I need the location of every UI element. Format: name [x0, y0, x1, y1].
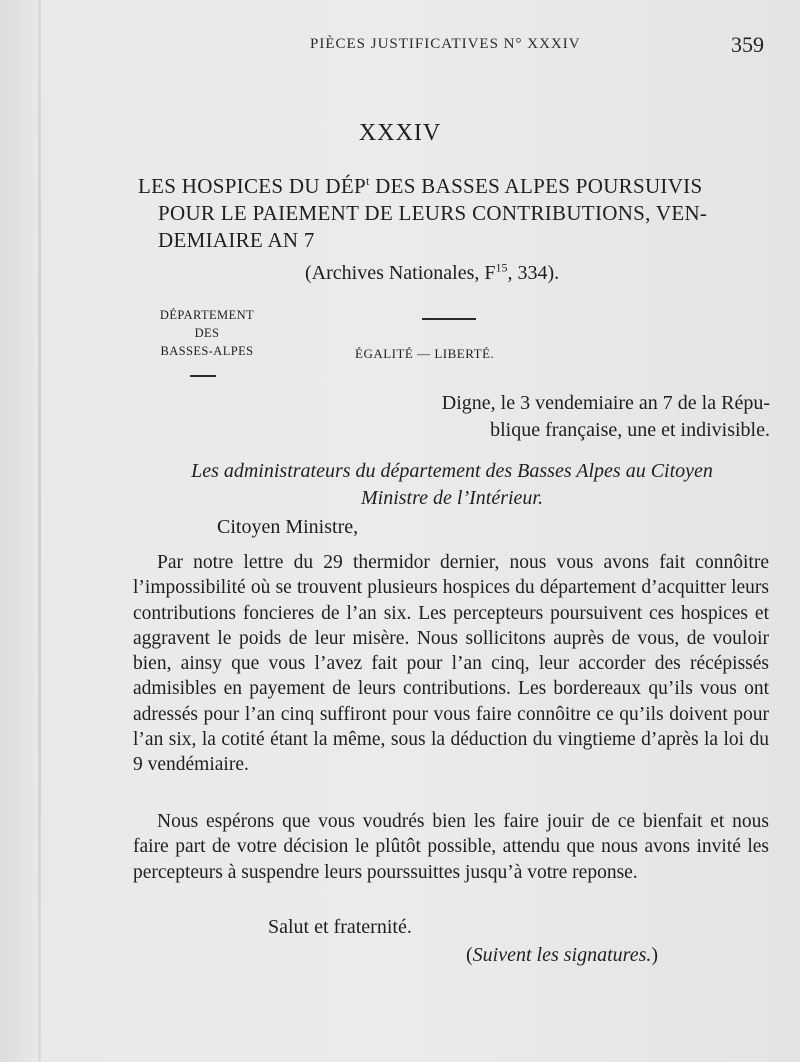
page-binding-edge [38, 0, 41, 1062]
letter-address [133, 458, 771, 512]
title-line-1 [136, 173, 776, 200]
signatures-open-paren: ( [466, 944, 473, 966]
address-line-2: Ministre de l’Intérieur. [360, 487, 543, 509]
title-superscript: t [365, 174, 370, 188]
page-number: 359 [731, 32, 764, 57]
running-title: PIÈCES JUSTIFICATIVES N° XXXIV [310, 36, 581, 52]
title-line-1-part-b: DES BASSES ALPES POURSUIVIS [369, 174, 703, 198]
signatures-text: Suivent les signatures. [472, 944, 652, 966]
document-title [136, 173, 776, 254]
source-prefix: (Archives Nationales, F [305, 262, 496, 284]
signatures-close-paren: ) [651, 944, 659, 966]
address-line-1: Les administrateurs du département des Basses Alpes au Citoyen [191, 460, 713, 482]
department-line-1: DÉPARTEMENT [159, 308, 255, 322]
department-heading [148, 306, 266, 360]
title-line-1-part-a: LES HOSPICES DU DÉP [138, 174, 366, 198]
department-line-3: BASSES-ALPES [160, 344, 254, 358]
archive-source [305, 262, 559, 285]
dateline [360, 390, 770, 444]
running-header [0, 34, 800, 58]
signatures-note [466, 944, 658, 967]
body-paragraph-1: Par notre lettre du 29 thermidor dernier, nous vous avons fait connôitre l’impossibilité où se trouvent plusieurs hospices du département d’acquitter leurs contributions foncieres de l’an six. Les percepteurs poursuivent ces hospices et aggravent le poids de leur misère. Nous sollicitons auprès de vous, de vouloir bien, ainsy que vous l’avez fait pour l’an cinq, leur accorder des récépissés admisibles en payement de leurs contributions. Les bordereaux qu’ils vous ont adressés pour l’an cinq suffiront pour vous faire connôitre ce qu’ils doivent pour l’an six, la cotité étant la même, sous la déduction du vingtieme d’après la loi du 9 vendémiaire. [133, 552, 769, 776]
motto: ÉGALITÉ — LIBERTÉ. [355, 346, 495, 361]
title-line-2: POUR LE PAIEMENT DE LEURS CONTRIBUTIONS, VEN- [158, 201, 708, 225]
department-line-2: DES [194, 326, 220, 340]
title-line-3: DEMIAIRE AN 7 [158, 228, 315, 252]
salutation: Citoyen Ministre, [217, 516, 359, 538]
dateline-line-1: Digne, le 3 vendemiaire an 7 de la Répu- [441, 392, 770, 414]
source-suffix: , 334). [507, 262, 560, 284]
body-paragraph-2: Nous espérons que vous voudrés bien les faire jouir de ce bienfait et nous faire part de votre décision le plûtôt possible, attendu que nous avons invité les percepteurs à suspendre leurs pourssuittes jusqu’à votre reponse. [133, 811, 769, 883]
dateline-line-2: blique française, une et indivisible. [490, 419, 770, 441]
section-number: XXXIV [358, 120, 442, 146]
source-superscript: 15 [495, 260, 508, 275]
divider-rule [422, 318, 476, 320]
department-divider-rule [190, 375, 216, 377]
closing: Salut et fraternité. [268, 916, 412, 938]
